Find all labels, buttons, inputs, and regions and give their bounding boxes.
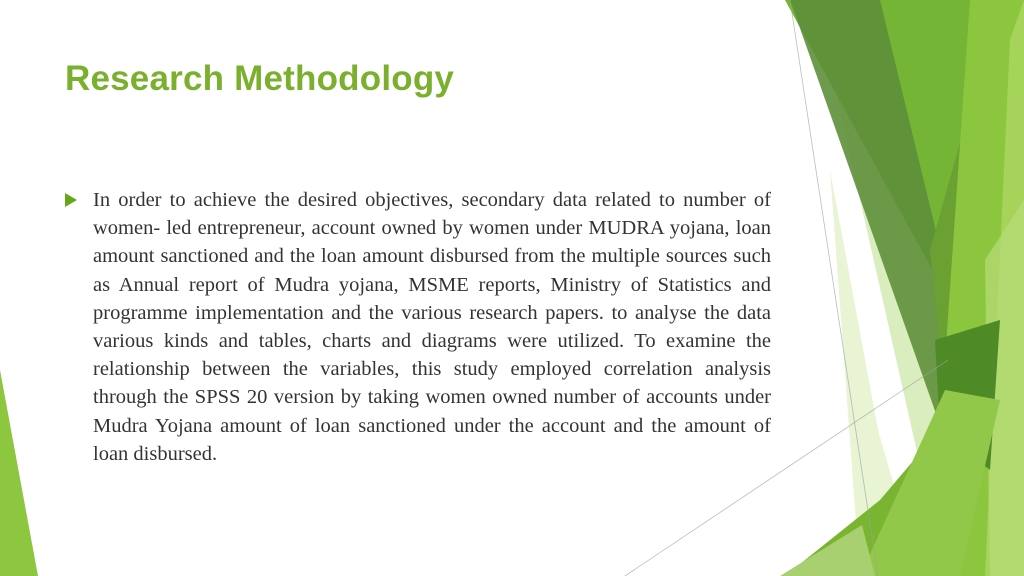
bullet-item (65, 186, 771, 468)
triangle-bullet-icon (65, 193, 77, 207)
facet-bottom-left-light (780, 525, 875, 576)
bullet-list (65, 186, 771, 468)
bullet-text: In order to achieve the desired objectives, secondary data related to number of women- led entrepreneur, account owned by women under MUDRA yojana, loan amount sanctioned and the loan amount disbursed from the multiple sources such as Annual report of Mudra yojana, MSME reports, Ministry of Statistics and programme implementation and the various research papers. to analyse the data various kinds and tables, charts and diagrams were utilized. To examine the relationship between the variables, this study employed correlation analysis through the SPSS 20 version by taking women owned number of accounts under Mudra Yojana amount of loan sanctioned under the account and the amount of loan disbursed. (93, 189, 771, 465)
slide-title: Research Methodology (65, 59, 455, 98)
left-edge-facet (0, 370, 38, 576)
